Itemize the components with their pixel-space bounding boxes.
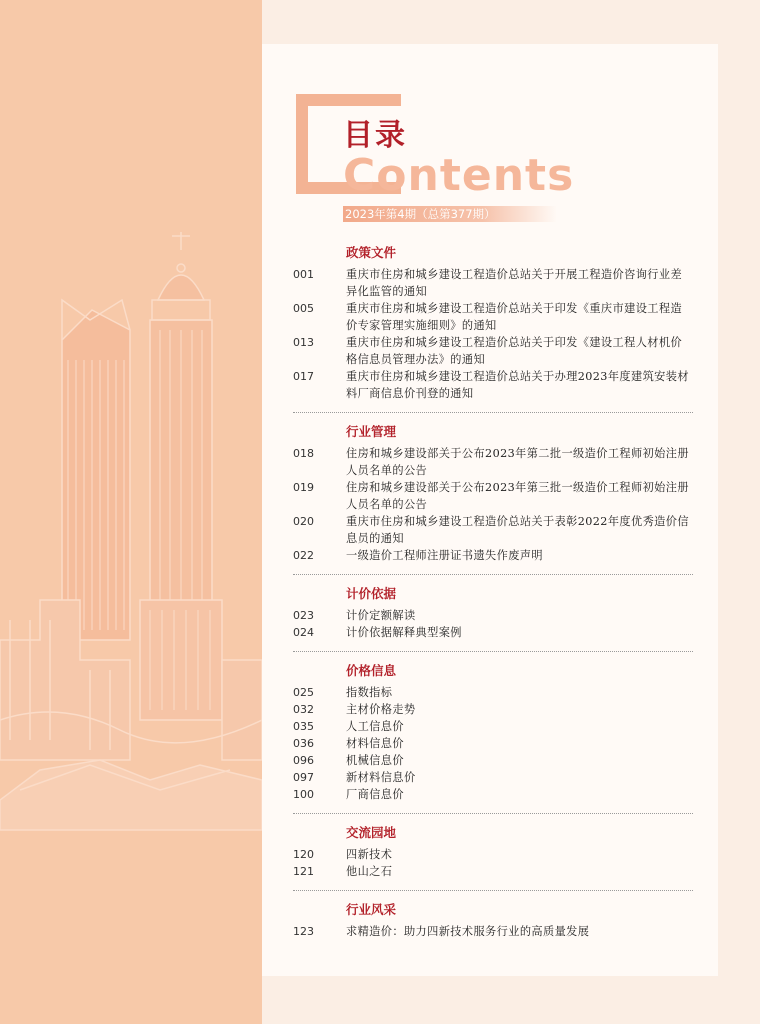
- toc-entry[interactable]: [293, 701, 693, 718]
- toc-entry[interactable]: [293, 684, 693, 701]
- toc-entry[interactable]: [293, 735, 693, 752]
- article-title: 重庆市住房和城乡建设工程造价总站关于办理2023年度建筑安装材料厂商信息价刊登的通知: [346, 370, 689, 400]
- page-number: 020: [293, 515, 314, 528]
- toc-section: [293, 585, 693, 652]
- toc-entry[interactable]: [293, 513, 693, 547]
- page-number: 019: [293, 481, 314, 494]
- toc-entry[interactable]: [293, 752, 693, 769]
- city-skyline-illustration: [0, 0, 262, 1024]
- toc-entry[interactable]: [293, 368, 693, 402]
- page-number: 035: [293, 720, 314, 733]
- toc-section: [293, 423, 693, 575]
- toc-entry[interactable]: [293, 786, 693, 803]
- issue-banner: 2023年第4期（总第377期）: [343, 206, 557, 222]
- toc-section: [293, 901, 693, 950]
- article-title: 住房和城乡建设部关于公布2023年第三批一级造价工程师初始注册人员名单的公告: [346, 481, 689, 511]
- toc-entry[interactable]: [293, 300, 693, 334]
- page-number: 100: [293, 788, 314, 801]
- page-title: 目录: [343, 118, 407, 153]
- article-title: 重庆市住房和城乡建设工程造价总站关于印发《重庆市建设工程造价专家管理实施细则》的通知: [346, 302, 683, 332]
- article-title: 重庆市住房和城乡建设工程造价总站关于表彰2022年度优秀造价信息员的通知: [346, 515, 689, 545]
- page-number: 017: [293, 370, 314, 383]
- page-number: 025: [293, 686, 314, 699]
- toc-entry[interactable]: [293, 479, 693, 513]
- article-title: 计价依据解释典型案例: [346, 626, 462, 639]
- article-title: 主材价格走势: [346, 703, 416, 716]
- article-title: 机械信息价: [346, 754, 404, 767]
- toc-entry[interactable]: [293, 624, 693, 641]
- toc-entry[interactable]: [293, 547, 693, 564]
- toc-entry[interactable]: [293, 607, 693, 624]
- article-title: 材料信息价: [346, 737, 404, 750]
- page-title-english: Contents: [343, 150, 575, 201]
- article-title: 计价定额解读: [346, 609, 416, 622]
- page-number: 013: [293, 336, 314, 349]
- page-number: 120: [293, 848, 314, 861]
- toc-entry[interactable]: [293, 718, 693, 735]
- article-title: 四新技术: [346, 848, 393, 861]
- page-number: 121: [293, 865, 314, 878]
- toc-entry[interactable]: [293, 769, 693, 786]
- section-title: 政策文件: [346, 245, 397, 260]
- page-number: 005: [293, 302, 314, 315]
- article-title: 求精造价：助力四新技术服务行业的高质量发展: [346, 925, 590, 938]
- toc-section: [293, 824, 693, 891]
- cover-illustration-panel: [0, 0, 262, 1024]
- section-title: 交流园地: [346, 825, 397, 840]
- page-number: 023: [293, 609, 314, 622]
- page-number: 024: [293, 626, 314, 639]
- page-number: 001: [293, 268, 314, 281]
- section-title: 计价依据: [346, 586, 397, 601]
- page-number: 123: [293, 925, 314, 938]
- page-number: 097: [293, 771, 314, 784]
- article-title: 他山之石: [346, 865, 393, 878]
- section-title: 行业风采: [346, 902, 397, 917]
- toc-entry[interactable]: [293, 334, 693, 368]
- section-title: 价格信息: [346, 663, 397, 678]
- toc-section: [293, 662, 693, 814]
- article-title: 人工信息价: [346, 720, 404, 733]
- page-number: 036: [293, 737, 314, 750]
- toc-section: [293, 244, 693, 413]
- article-title: 厂商信息价: [346, 788, 404, 801]
- article-title: 重庆市住房和城乡建设工程造价总站关于印发《建设工程人材机价格信息员管理办法》的通知: [346, 336, 683, 366]
- toc-entry[interactable]: [293, 266, 693, 300]
- section-title: 行业管理: [346, 424, 397, 439]
- page-number: 032: [293, 703, 314, 716]
- article-title: 新材料信息价: [346, 771, 416, 784]
- toc-entry[interactable]: [293, 846, 693, 863]
- article-title: 指数指标: [346, 686, 393, 699]
- article-title: 重庆市住房和城乡建设工程造价总站关于开展工程造价咨询行业差异化监管的通知: [346, 268, 683, 298]
- toc-entry[interactable]: [293, 863, 693, 880]
- table-of-contents: [293, 244, 693, 960]
- article-title: 住房和城乡建设部关于公布2023年第二批一级造价工程师初始注册人员名单的公告: [346, 447, 689, 477]
- article-title: 一级造价工程师注册证书遗失作废声明: [346, 549, 543, 562]
- toc-entry[interactable]: [293, 923, 693, 940]
- page-number: 018: [293, 447, 314, 460]
- page-number: 096: [293, 754, 314, 767]
- toc-entry[interactable]: [293, 445, 693, 479]
- page-number: 022: [293, 549, 314, 562]
